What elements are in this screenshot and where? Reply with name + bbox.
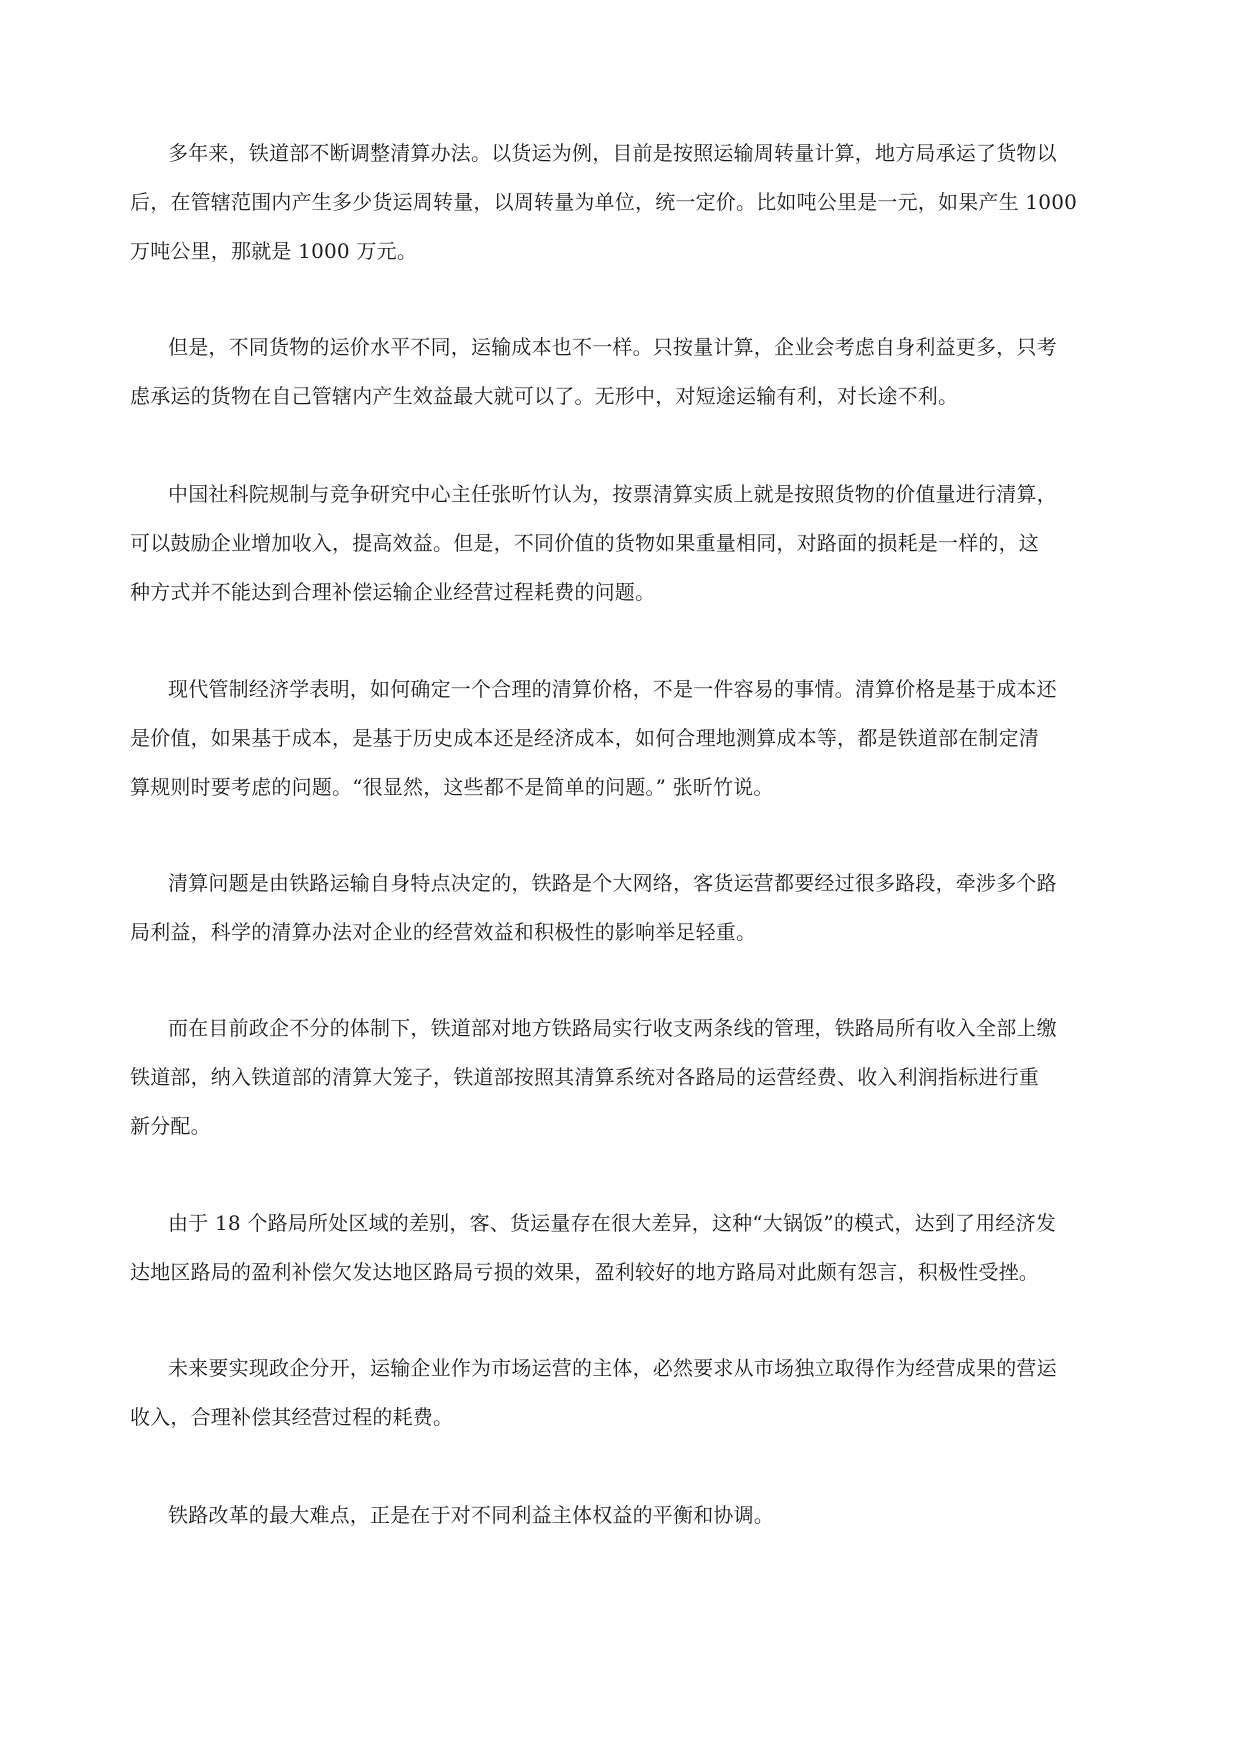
- paragraph-4-line-3: 算规则时要考虑的问题。“很显然，这些都不是简单的问题。” 张昕竹说。: [130, 775, 774, 799]
- paragraph-9-line-1: 铁路改革的最大难点，正是在于对不同利益主体权益的平衡和协调。: [168, 1503, 774, 1527]
- paragraph-7-line-1: 由于 18 个路局所处区域的差别，客、货运量存在很大差异，这种“大锅饭”的模式，达到了用经济发: [168, 1211, 1057, 1235]
- paragraph-3-line-2: 可以鼓励企业增加收入，提高效益。但是，不同价值的货物如果重量相同，对路面的损耗是一样的，这: [130, 531, 1039, 555]
- paragraph-5-line-2: 局利益，科学的清算办法对企业的经营效益和积极性的影响举足轻重。: [130, 920, 757, 944]
- paragraph-2-line-2: 虑承运的货物在自己管辖内产生效益最大就可以了。无形中，对短途运输有利，对长途不利。: [130, 384, 959, 408]
- paragraph-4-line-1: 现代管制经济学表明，如何确定一个合理的清算价格，不是一件容易的事情。清算价格是基于成本还: [168, 677, 1057, 701]
- paragraph-8-line-1: 未来要实现政企分开，运输企业作为市场运营的主体，必然要求从市场独立取得作为经营成果的营运: [168, 1356, 1057, 1380]
- paragraph-2-line-1: 但是，不同货物的运价水平不同，运输成本也不一样。只按量计算，企业会考虑自身利益更多，只考: [168, 335, 1057, 359]
- paragraph-3-line-3: 种方式并不能达到合理补偿运输企业经营过程耗费的问题。: [130, 580, 656, 604]
- paragraph-3-line-1: 中国社科院规制与竞争研究中心主任张昕竹认为，按票清算实质上就是按照货物的价值量进行清算，: [168, 482, 1057, 506]
- paragraph-6-line-3: 新分配。: [130, 1114, 211, 1138]
- paragraph-1-line-3: 万吨公里，那就是 1000 万元。: [130, 239, 418, 263]
- paragraph-1-line-2: 后，在管辖范围内产生多少货运周转量，以周转量为单位，统一定价。比如吨公里是一元，如果产生 1000: [130, 190, 1078, 214]
- paragraph-7-line-2: 达地区路局的盈利补偿欠发达地区路局亏损的效果，盈利较好的地方路局对此颇有怨言，积极性受挫。: [130, 1260, 1039, 1284]
- paragraph-8-line-2: 收入，合理补偿其经营过程的耗费。: [130, 1405, 454, 1429]
- paragraph-4-line-2: 是价值，如果基于成本，是基于历史成本还是经济成本，如何合理地测算成本等，都是铁道部在制定清: [130, 726, 1039, 750]
- paragraph-6-line-1: 而在目前政企不分的体制下，铁道部对地方铁路局实行收支两条线的管理，铁路局所有收入全部上缴: [168, 1016, 1057, 1040]
- paragraph-1-line-1: 多年来，铁道部不断调整清算办法。以货运为例，目前是按照运输周转量计算，地方局承运了货物以: [168, 141, 1057, 165]
- paragraph-6-line-2: 铁道部，纳入铁道部的清算大笼子，铁道部按照其清算系统对各路局的运营经费、收入利润指标进行重: [130, 1065, 1039, 1089]
- paragraph-5-line-1: 清算问题是由铁路运输自身特点决定的，铁路是个大网络，客货运营都要经过很多路段，牵涉多个路: [168, 871, 1057, 895]
